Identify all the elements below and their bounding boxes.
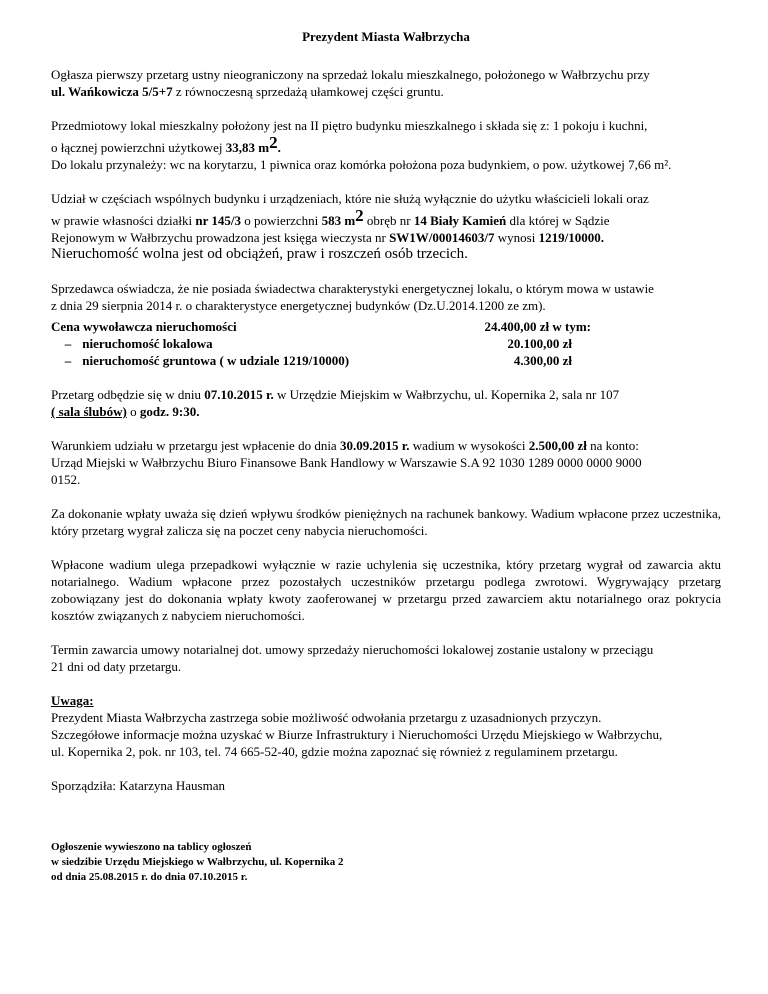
note-line: ul. Kopernika 2, pok. nr 103, tel. 74 665-52-40, gdzie można zapoznać się również z regulaminem przetargu. — [51, 744, 618, 759]
energy-line-1: Sprzedawca oświadcza, że nie posiada świadectwa charakterystyki energetycznej lokalu, o którym mowa w ustawie — [51, 281, 654, 296]
shares-line-2: w prawie własności działki nr 145/3 o powierzchni 583 m2 obręb nr 14 Biały Kamień dla której w Sądzie — [51, 206, 610, 228]
deposit-deadline: 30.09.2015 r. — [339, 438, 410, 453]
price-row — [51, 352, 721, 369]
announcement-document — [51, 28, 721, 885]
footer-line: od dnia 25.08.2015 r. do dnia 07.10.2015 r. — [51, 871, 248, 883]
price-label: Cena wywoławcza nieruchomości — [51, 319, 237, 334]
note-section — [51, 692, 721, 760]
paragraph-energy — [51, 280, 721, 314]
paragraph-deposit — [51, 437, 721, 488]
property-address: ul. Wańkowicza 5/5+7 — [51, 84, 173, 99]
dash-bullet: – — [64, 336, 72, 351]
auction-line-1: Przetarg odbędzie się w dniu 07.10.2015 r. w Urzędzie Miejskim w Wałbrzychu, ul. Kopernika 2, sala nr 107 — [51, 387, 620, 402]
intro-line-1: Ogłasza pierwszy przetarg ustny nieograniczony na sprzedaż lokalu mieszkalnego, położonego w Wałbrzychu przy — [51, 67, 650, 82]
note-line: Prezydent Miasta Wałbrzycha zastrzega sobie możliwość odwołania przetargu z uzasadnionych przyczyn. — [51, 710, 602, 725]
dash-bullet: – — [64, 353, 72, 368]
page-title: Prezydent Miasta Wałbrzycha — [302, 29, 470, 44]
bank-account-line: Urząd Miejski w Wałbrzychu Biuro Finansowe Bank Handlowy w Warszawie S.A 92 1030 1289 0000 0000 9000 — [51, 455, 642, 470]
footer-line: Ogłoszenie wywieszono na tablicy ogłoszeń — [51, 841, 252, 853]
price-label: – nieruchomość gruntowa ( w udziale 1219/10000) — [51, 352, 391, 369]
usable-area: 33,83 m — [225, 140, 270, 155]
description-line-2: o łącznej powierzchni użytkowej 33,83 m2. — [51, 133, 281, 155]
auction-date: 07.10.2015 r. — [204, 387, 274, 402]
auction-time: godz. 9:30. — [139, 404, 200, 419]
plot-number: nr 145/3 — [195, 213, 242, 228]
paragraph-intro — [51, 66, 721, 100]
paragraph-auction-date — [51, 386, 721, 420]
footer-line: w siedzibie Urzędu Miejskiego w Wałbrzychu, ul. Kopernika 2 — [51, 856, 344, 868]
shares-line-3: Rejonowym w Wałbrzychu prowadzona jest księga wieczysta nr SW1W/00014603/7 wynosi 1219/10000. — [51, 230, 604, 245]
author-line: Sporządziła: Katarzyna Hausman — [51, 778, 225, 793]
energy-line-2: z dnia 29 sierpnia 2014 r. o charakterystyce energetycznej budynków (Dz.U.2014.1200 ze zm). — [51, 298, 546, 313]
paragraph-description — [51, 117, 721, 173]
intro-line-2: ul. Wańkowicza 5/5+7 z równoczesną sprzedażą ułamkowej części gruntu. — [51, 84, 444, 99]
posting-footer — [51, 840, 721, 885]
note-line: Szczegółowe informacje można uzyskać w Biurze Infrastruktury i Nieruchomości Urzędu Miejskiego w Wałbrzychu, — [51, 727, 663, 742]
price-value: 20.100,00 zł — [507, 336, 572, 351]
auction-room: ( sala ślubów) — [51, 404, 127, 419]
price-label: – nieruchomość lokalowa — [51, 335, 391, 352]
encumbrance-statement: Nieruchomość wolna jest od obciążeń, praw i roszczeń osób trzecich. — [51, 246, 468, 262]
description-line-1: Przedmiotowy lokal mieszkalny położony jest na II piętro budynku mieszkalnego i składa się z: 1 pokoju i kuchni, — [51, 118, 648, 133]
notary-line-2: 21 dni od daty przetargu. — [51, 659, 182, 674]
price-list — [51, 318, 721, 369]
deposit-amount: 2.500,00 zł — [528, 438, 587, 453]
paragraph-shares — [51, 190, 721, 263]
price-row — [51, 318, 721, 335]
description-line-3: Do lokalu przynależy: wc na korytarzu, 1 piwnica oraz komórka położona poza budynkiem, o pow. użytkowej 7,66 m². — [51, 157, 672, 172]
price-value: 24.400,00 zł w tym: — [484, 319, 591, 334]
paragraph-payment: Za dokonanie wpłaty uważa się dzień wpływu środków pieniężnych na rachunek bankowy. Wadium wpłacone przez uczestnika, który przetarg wygrał zalicza się na poczet ceny nabycia nieruchomości. — [51, 506, 721, 538]
share-fraction: 1219/10000. — [538, 230, 604, 245]
notary-line-1: Termin zawarcia umowy notarialnej dot. umowy sprzedaży nieruchomości lokalowej zostanie ustalony w przeciągu — [51, 642, 654, 657]
shares-line-1: Udział w częściach wspólnych budynku i urządzeniach, które nie służą wyłącznie do użytku właścicieli lokali oraz — [51, 191, 649, 206]
bank-account-line-end: 0152. — [51, 472, 81, 487]
plot-area: 583 m — [321, 213, 356, 228]
paragraph-notary — [51, 641, 721, 675]
land-register-number: SW1W/00014603/7 — [389, 230, 495, 245]
deposit-line-1: Warunkiem udziału w przetargu jest wpłacenie do dnia 30.09.2015 r. wadium w wysokości 2.500,00 zł na konto: — [51, 438, 639, 453]
price-value: 4.300,00 zł — [513, 353, 572, 368]
paragraph-forfeiture: Wpłacone wadium ulega przepadkowi wyłącznie w razie uchylenia się uczestnika, który przetarg wygrał od zawarcia aktu notarialnego. Wadium wpłacone przez pozostałych uczestników przetargu podlega zwrotowi. Wygrywający przetarg zobowiązany jest do dokonania wpłaty kwoty zaoferowanej w przetargu przed zawarciem aktu notarialnego oraz pokrycia kosztów związanych z nabyciem nieruchomości. — [51, 557, 721, 623]
price-row — [51, 335, 721, 352]
note-heading: Uwaga: — [51, 693, 94, 708]
district-name: 14 Biały Kamień — [413, 213, 507, 228]
auction-line-2: ( sala ślubów) o godz. 9:30. — [51, 404, 200, 419]
